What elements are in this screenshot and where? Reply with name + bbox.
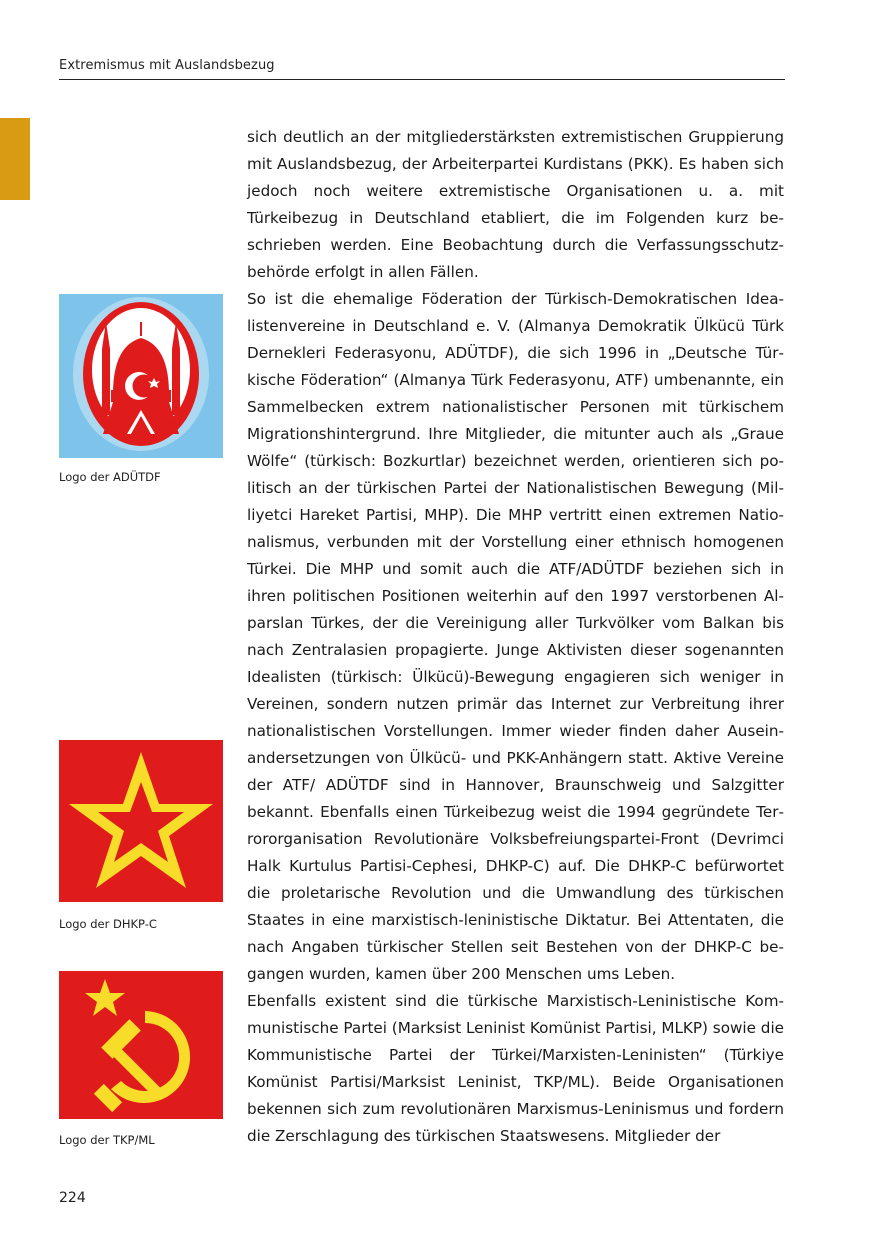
running-header bbox=[59, 55, 785, 80]
hammer-sickle-star-logo-icon bbox=[59, 971, 223, 1119]
paragraph: Ebenfalls existent sind die türkische Marxistisch-Leninistische Kommunistische Partei (Marksist Leninist Komünist Partisi, MLKP) sowie die Kommunistische Partei der Türkei/Marxisten-Leninisten“ (Türkiye Komünist Partisi/Marksist Leninist, TKP/ML). Beide Organisationen bekennen sich zum revolutionären Marxismus-Leninismus und fordern die Zerschlagung des türkischen Staatswesens. Mitglieder der bbox=[247, 992, 785, 1145]
header-title: Extremismus mit Auslandsbezug bbox=[59, 58, 275, 73]
mosque-crescent-logo-icon bbox=[59, 294, 223, 458]
figure-caption: Logo der ADÜTDF bbox=[59, 470, 161, 484]
figure-caption: Logo der DHKP-C bbox=[59, 917, 157, 931]
paragraph: sich deutlich an der mitgliederstärksten extremistischen Gruppierung mit Auslandsbezug, der Arbeiterpartei Kurdistans (PKK). Es haben sich jedoch noch weitere extremistische Organisationen u. a. mit Türkeibezug in Deutschland etabliert, die im Folgenden kurz beschrieben werden. Eine Beobachtung durch die Verfassungsschutzbehörde erfolgt in allen Fällen. bbox=[247, 128, 784, 281]
page-number: 224 bbox=[59, 1190, 86, 1206]
figure-caption: Logo der TKP/ML bbox=[59, 1133, 155, 1147]
tkpml-logo bbox=[59, 971, 223, 1119]
paragraph: So ist die ehemalige Föderation der Türkisch-Demokratischen Idealistenvereine in Deutschland e. V. (Almanya Demokratik Ülkücü Türk Dernekleri Federasyonu, ADÜTDF), die sich 1996 in „Deutsche Türkische Föderation“ (Almanya Türk Federasyonu, ATF) umbenannte, ein Sammelbecken extrem nationalistischer Personen mit türkischem Migrationshintergrund. Ihre Mitglieder, die mitunter auch als „Graue Wölfe“ (türkisch: Bozkurtlar) bezeichnet werden, orientieren sich politisch an der türkischen Partei der Nationalistischen Bewegung (Milliyetci Hareket Partisi, MHP). Die MHP vertritt einen extremen Nationalismus, verbunden mit der Vorstellung einer ethnisch homogenen Türkei. Die MHP und somit auch die ATF/ADÜTDF beziehen sich in ihren politischen Positionen weiterhin auf den 1997 verstorbenen Alparslan Türkes, der die Vereinigung aller Turkvölker vom Balkan bis nach Zentralasien propagierte. Junge Aktivisten dieser sogenannten Idealisten (türkisch: Ülkücü)-Bewegung engagieren sich weniger in Vereinen, sondern nutzen primär das Internet zur Verbreitung ihrer nationalistischen Vorstellungen. Immer wieder finden daher Auseinandersetzungen von Ülkücü- und PKK-Anhängern statt. Aktive Vereine der ATF/ ADÜTDF sind in Hannover, Braunschweig und Salzgitter bekannt. Ebenfalls einen Türkeibezug weist die 1994 gegründete Terrororganisation Revolutionäre Volksbefreiungspartei-Front (Devrimci Halk Kurtulus Partisi-Cephesi, DHKP-C) auf. Die DHKP-C befürwortet die proletarische Revolution und die Umwandlung des türkischen Staates in eine marxistisch-leninistische Diktatur. Bei Attentaten, die nach Angaben türkischer Stellen seit Bestehen von der DHKP-C begangen wurden, kamen über 200 Menschen ums Leben. bbox=[247, 290, 784, 983]
chapter-color-tab bbox=[0, 118, 30, 200]
dhkpc-logo bbox=[59, 740, 223, 902]
adutdf-logo bbox=[59, 294, 223, 458]
yellow-star-logo-icon bbox=[59, 740, 223, 902]
body-text bbox=[247, 124, 784, 1150]
